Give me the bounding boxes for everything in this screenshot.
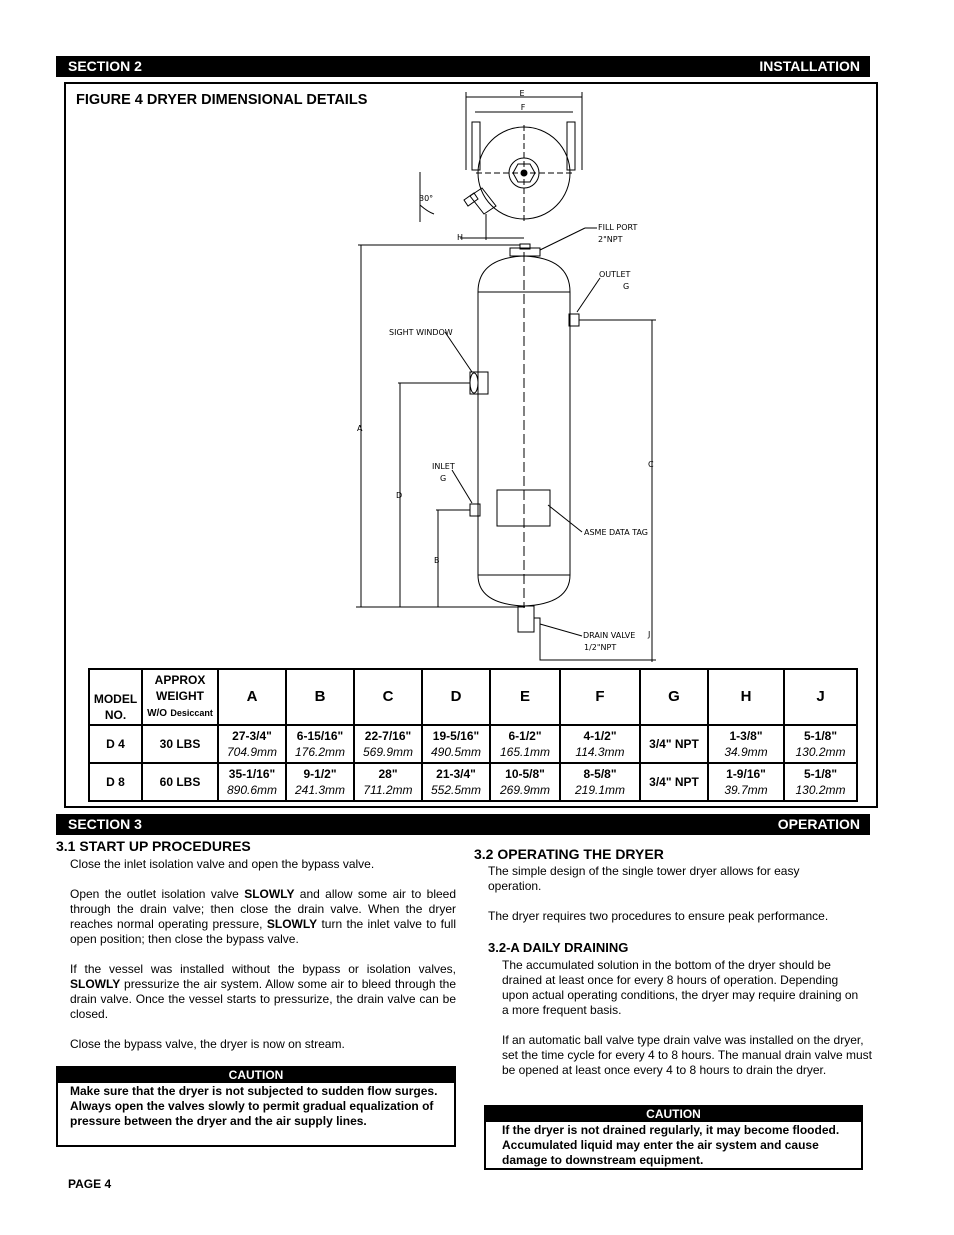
dim-cell: 21-3/4" 552.5mm [422, 763, 490, 801]
fill-port-leader [540, 228, 585, 250]
caution-box [56, 1066, 456, 1147]
label-angle: 30° [419, 194, 434, 203]
heading-3-1: 3.1 START UP PROCEDURES [56, 838, 251, 854]
dim-cell: 28" 711.2mm [354, 763, 422, 801]
dim-cell: 10-5/8" 269.9mm [490, 763, 560, 801]
header-a: A [218, 669, 286, 725]
header-b: B [286, 669, 354, 725]
paragraph: Open the outlet isolation valve SLOWLY and allow some air to bleed through the drain valve; then close the drain valve. When the dryer reaches normal operating pressure, SLOWLY turn the inlet valve to full open position; then close the bypass valve. [70, 887, 457, 946]
paragraph: The dryer requires two procedures to ensure peak performance. [488, 909, 829, 923]
label-outlet: OUTLET [599, 270, 631, 279]
section-name: OPERATION [777, 816, 860, 832]
header-j: J [784, 669, 857, 725]
caution-title: CAUTION [58, 1068, 454, 1083]
dim-cell: 1-3/8" 34.9mm [708, 725, 784, 763]
table-row [89, 763, 857, 801]
model-cell: D 8 [89, 763, 142, 801]
caution-box [484, 1105, 863, 1170]
header-model: MODEL NO. [89, 669, 142, 725]
dim-cell: 5-1/8" 130.2mm [784, 725, 857, 763]
dim-cell: 6-1/2" 165.1mm [490, 725, 560, 763]
inlet-nozzle-top [470, 188, 496, 214]
header-g: G [640, 669, 708, 725]
label-outlet-g: G [623, 282, 630, 291]
dim-cell: 4-1/2" 114.3mm [560, 725, 640, 763]
angle-arc [420, 205, 434, 214]
header-f: F [560, 669, 640, 725]
paragraph: Close the bypass valve, the dryer is now on stream. [70, 1037, 345, 1051]
section-header [56, 814, 870, 835]
weight-cell: 60 LBS [142, 763, 218, 801]
dim-cell: 5-1/8" 130.2mm [784, 763, 857, 801]
caution-text: If the dryer is not drained regularly, it may become flooded. Accumulated liquid may enter the air system and cause damage to downstream equipment. [502, 1123, 840, 1167]
table-header-row [89, 669, 857, 725]
label-asme: ASME DATA TAG [584, 528, 648, 537]
dim-cell: 35-1/16" 890.6mm [218, 763, 286, 801]
dim-cell: 8-5/8" 219.1mm [560, 763, 640, 801]
paragraph: Close the inlet isolation valve and open the bypass valve. [70, 857, 375, 871]
heading-3-2: 3.2 OPERATING THE DRYER [474, 846, 664, 862]
label-a: A [357, 424, 363, 433]
dim-cell: 9-1/2" 241.3mm [286, 763, 354, 801]
support-right [567, 122, 575, 170]
drain-leader [540, 624, 582, 636]
outlet-leader [577, 278, 600, 312]
label-f: F [520, 103, 526, 112]
section-number: SECTION 2 [68, 58, 142, 74]
inlet-leader [452, 470, 472, 503]
header-h: H [708, 669, 784, 725]
header-c: C [354, 669, 422, 725]
sight-window [470, 372, 488, 394]
dimensions-table [88, 668, 858, 802]
dim-cell: 3/4" NPT [640, 725, 708, 763]
sight-window-leader [445, 332, 472, 372]
section-name: INSTALLATION [759, 58, 860, 74]
figure-title: FIGURE 4 DRYER DIMENSIONAL DETAILS [76, 92, 368, 108]
caution-text: Make sure that the dryer is not subjected to sudden flow surges. Always open the valves slowly to permit gradual equalization of pressure between the dryer and the air supply lines. [70, 1084, 438, 1128]
label-inlet-g: G [440, 474, 447, 483]
label-e: E [519, 89, 525, 98]
weight-cell: 30 LBS [142, 725, 218, 763]
label-h: H [457, 233, 464, 242]
label-inlet: INLET [432, 462, 455, 471]
label-fill-port-size: 2"NPT [598, 235, 623, 244]
label-drain-size: 1/2"NPT [584, 643, 617, 652]
dim-cell: 19-5/16" 490.5mm [422, 725, 490, 763]
header-weight: APPROX WEIGHT W/O Desiccant [142, 669, 218, 725]
label-b: B [434, 556, 440, 565]
label-sight-window: SIGHT WINDOW [389, 328, 453, 337]
paragraph: The simple design of the single tower dryer allows for easy operation. [488, 864, 800, 893]
caution-title: CAUTION [486, 1107, 861, 1122]
table-row [89, 725, 857, 763]
page-number: PAGE 4 [68, 1177, 112, 1191]
dim-cell: 1-9/16" 39.7mm [708, 763, 784, 801]
dim-cell: 27-3/4" 704.9mm [218, 725, 286, 763]
paragraph: If the vessel was installed without the bypass or isolation valves, SLOWLY pressurize the air system. Allow some air to bleed through the drain valve. Once the vessel starts to pressurize, the drain valve can be closed. [70, 962, 456, 1021]
model-cell: D 4 [89, 725, 142, 763]
dim-cell: 22-7/16" 569.9mm [354, 725, 422, 763]
paragraph: The accumulated solution in the bottom of the dryer should be drained at least once for every 8 hours of operation. Depending upon actual operating conditions, the dryer may require draining on a more frequent basis. [502, 958, 859, 1017]
paragraph: If an automatic ball valve type drain valve was installed on the dryer, set the time cycle for every 4 to 8 hours. The manual drain valve must be opened at least once every 4 to 8 hours to drain the dryer. [502, 1033, 872, 1077]
drain-valve [518, 606, 534, 632]
label-j: J [648, 630, 651, 639]
dim-cell: 3/4" NPT [640, 763, 708, 801]
label-c: C [648, 460, 654, 469]
label-drain: DRAIN VALVE [583, 631, 636, 640]
section-number: SECTION 3 [68, 816, 142, 832]
label-fill-port: FILL PORT [598, 223, 638, 232]
label-d: D [396, 491, 403, 500]
heading-3-2-a: 3.2-A DAILY DRAINING [488, 940, 629, 955]
asme-leader [548, 505, 582, 532]
dim-cell: 6-15/16" 176.2mm [286, 725, 354, 763]
header-e: E [490, 669, 560, 725]
header-d: D [422, 669, 490, 725]
